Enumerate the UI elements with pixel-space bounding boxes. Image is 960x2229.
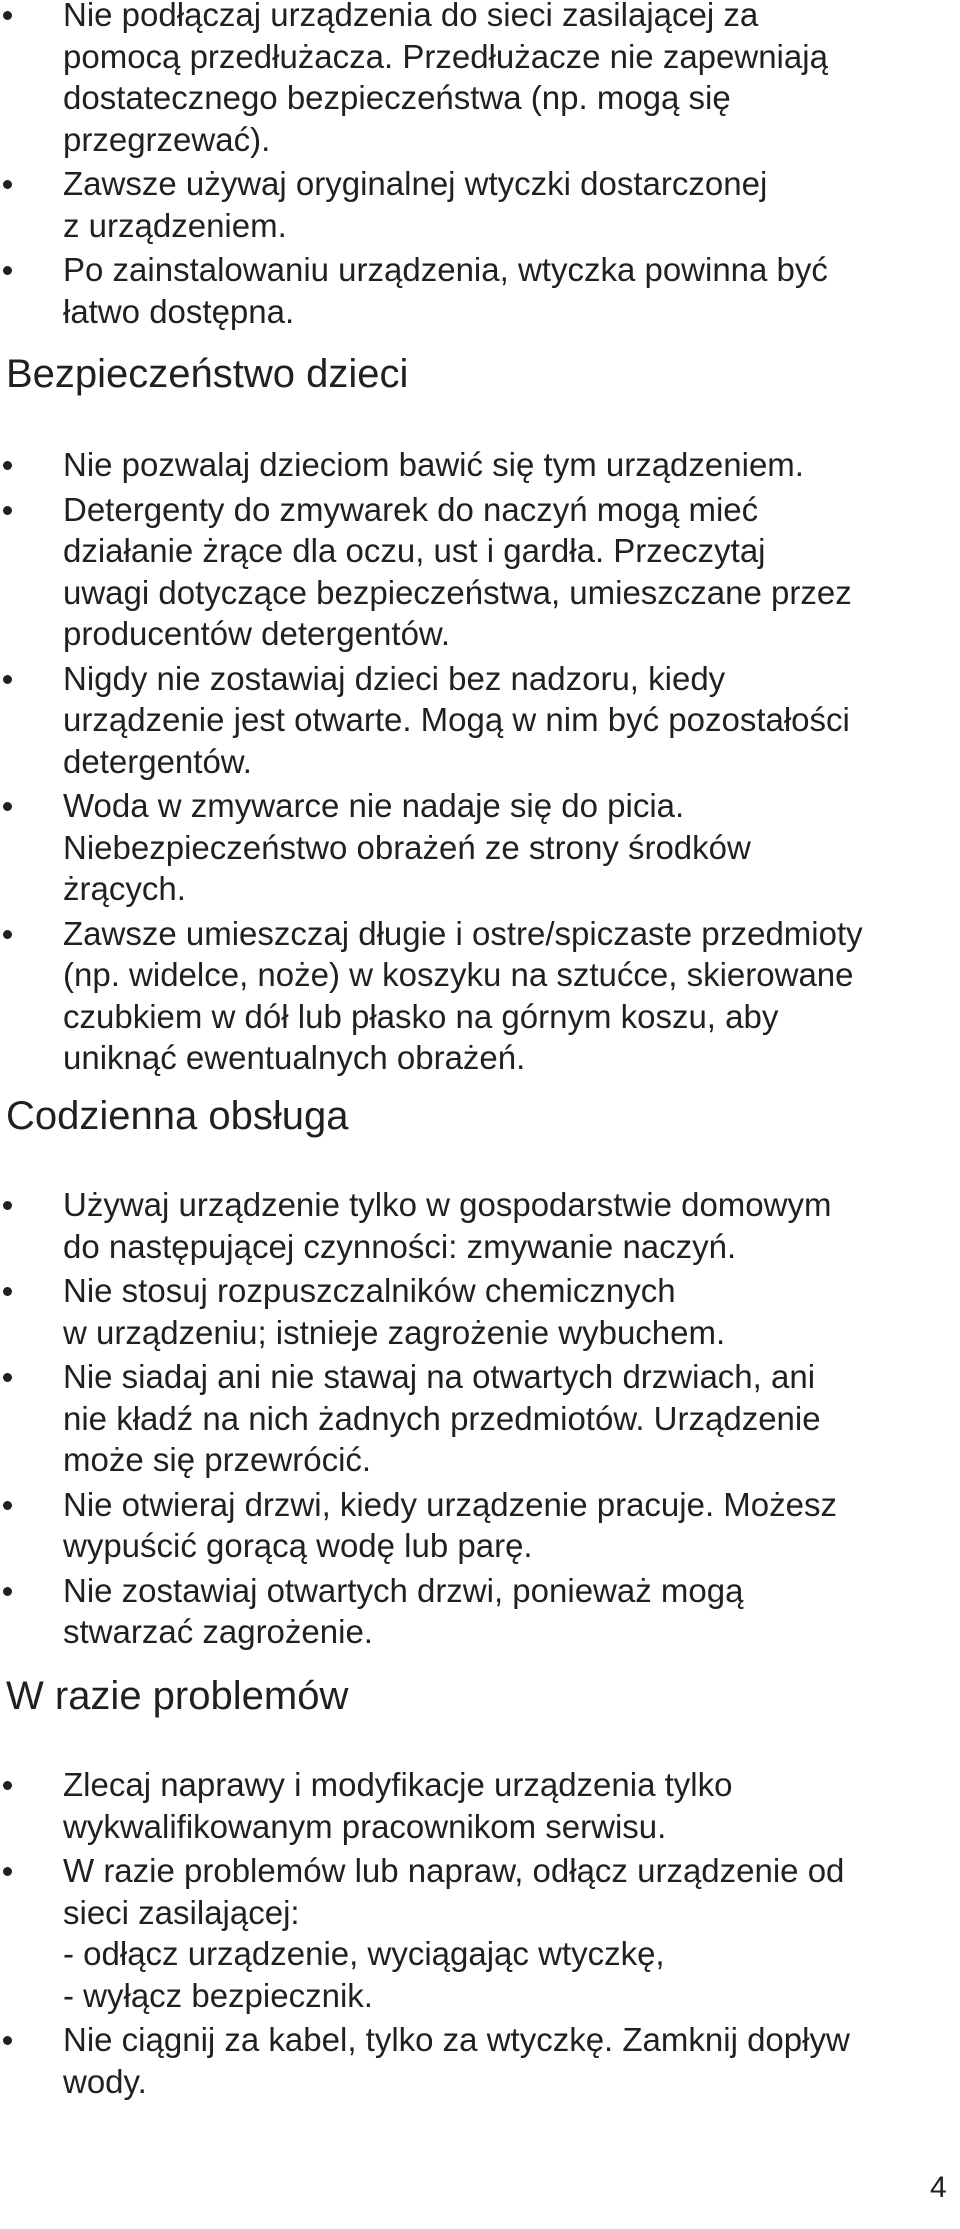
page-number: 4 <box>930 2171 947 2204</box>
list-item <box>0 1356 910 1481</box>
list-item <box>0 1570 910 1653</box>
bullet-icon <box>3 2036 12 2045</box>
section-heading: Codzienna obsługa <box>6 1094 349 1138</box>
list-item-line: Niebezpieczeństwo obrażeń ze strony środków <box>63 828 751 866</box>
bullet-icon <box>3 461 12 470</box>
list-item-line: uniknąć ewentualnych obrażeń. <box>63 1039 526 1076</box>
list-item-line: czubkiem w dół lub płasko na górnym koszu, aby <box>63 997 779 1035</box>
list-item-line: w urządzeniu; istnieje zagrożenie wybuchem. <box>63 1313 726 1351</box>
list-item <box>0 1270 910 1353</box>
list-item-line: Zawsze używaj oryginalnej wtyczki dostarczonej <box>63 165 768 202</box>
list-item-line: Detergenty do zmywarek do naczyń mogą mieć <box>63 490 759 528</box>
list-item-line: Nie otwieraj drzwi, kiedy urządzenie pracuje. Możesz <box>63 1485 837 1523</box>
list-item-line: może się przewrócić. <box>63 1441 372 1478</box>
list-item-line: Nie stosuj rozpuszczalników chemicznych <box>63 1272 676 1309</box>
list-item-line: nie kładź na nich żadnych przedmiotów. Urządzenie <box>63 1399 821 1437</box>
bullet-icon <box>3 1781 12 1790</box>
list-item-line: łatwo dostępna. <box>63 292 295 330</box>
list-item-line: działanie żrące dla oczu, ust i gardła. Przeczytaj <box>63 532 766 569</box>
list-item <box>0 489 910 655</box>
list-item-line: wypuścić gorącą wodę lub parę. <box>63 1527 533 1564</box>
list-item-line: dostatecznego bezpieczeństwa (np. mogą się <box>63 79 731 116</box>
list-item-line: Nie zostawiaj otwartych drzwi, ponieważ mogą <box>63 1571 744 1609</box>
list-item <box>0 163 910 246</box>
list-item-line: do następującej czynności: zmywanie naczyń. <box>63 1227 737 1265</box>
list-item-line: wody. <box>63 2062 147 2100</box>
bullet-icon <box>3 675 12 684</box>
bullet-icon <box>3 1287 12 1296</box>
list-item <box>0 2019 910 2102</box>
list-item-line: stwarzać zagrożenie. <box>63 1613 373 1650</box>
bullet-icon <box>3 266 12 275</box>
list-item-line: uwagi dotyczące bezpieczeństwa, umieszczane przez <box>63 573 852 611</box>
power-safety-section <box>0 0 910 332</box>
list-item <box>0 0 910 160</box>
list-item <box>0 913 910 1079</box>
list-item-line: przegrzewać). <box>63 120 271 158</box>
list-item-line: Nie pozwalaj dzieciom bawić się tym urządzeniem. <box>63 446 804 483</box>
list-item <box>0 658 910 783</box>
list-item-line: Woda w zmywarce nie nadaje się do picia. <box>63 787 685 824</box>
list-item <box>0 1764 910 1847</box>
list-item-line: - wyłącz bezpiecznik. <box>63 1976 373 2014</box>
bullet-icon <box>3 180 12 189</box>
list-item-line: Nigdy nie zostawiaj dzieci bez nadzoru, kiedy <box>63 659 726 697</box>
list-item-line: producentów detergentów. <box>63 615 451 652</box>
list-item-line: Używaj urządzenie tylko w gospodarstwie domowym <box>63 1186 832 1223</box>
section-heading: Bezpieczeństwo dzieci <box>6 352 409 396</box>
bullet-icon <box>3 1501 12 1510</box>
bullet-icon <box>3 1201 12 1210</box>
bullet-icon <box>3 506 12 515</box>
list-item-line: Zlecaj naprawy i modyfikacje urządzenia tylko <box>63 1766 733 1803</box>
bullet-list <box>0 0 910 332</box>
list-item-line: żrących. <box>63 870 186 907</box>
list-item-line: Nie podłączaj urządzenia do sieci zasilającej za <box>63 0 759 33</box>
list-item <box>0 1484 910 1567</box>
list-item-line: - odłącz urządzenie, wyciągając wtyczkę, <box>63 1935 665 1972</box>
list-item-line: wykwalifikowanym pracownikom serwisu. <box>63 1807 667 1845</box>
list-item <box>0 249 910 332</box>
list-item-line: Nie ciągnij za kabel, tylko za wtyczkę. Zamknij dopływ <box>63 2021 850 2058</box>
list-item <box>0 444 910 486</box>
list-item-line: Zawsze umieszczaj długie i ostre/spiczaste przedmioty <box>63 914 863 952</box>
bullet-icon <box>3 1373 12 1382</box>
section-heading: W razie problemów <box>6 1674 349 1718</box>
list-item-line: urządzenie jest otwarte. Mogą w nim być pozostałości <box>63 701 850 738</box>
bullet-list <box>0 444 910 1079</box>
bullet-icon <box>3 802 12 811</box>
problems-section <box>0 1672 910 2102</box>
list-item <box>0 1184 910 1267</box>
bullet-list <box>0 1764 910 2102</box>
bullet-list <box>0 1184 910 1653</box>
list-item <box>0 785 910 910</box>
list-item <box>0 1850 910 2016</box>
bullet-icon <box>3 930 12 939</box>
bullet-icon <box>3 11 12 20</box>
child-safety-section <box>0 350 910 1079</box>
list-item-line: Nie siadaj ani nie stawaj na otwartych drzwiach, ani <box>63 1358 816 1395</box>
list-item-line: pomocą przedłużacza. Przedłużacze nie zapewniają <box>63 37 828 75</box>
list-item-line: W razie problemów lub napraw, odłącz urządzenie od <box>63 1852 845 1889</box>
bullet-icon <box>3 1867 12 1876</box>
list-item-line: Po zainstalowaniu urządzenia, wtyczka powinna być <box>63 251 828 288</box>
list-item-line: (np. widelce, noże) w koszyku na sztućce, skierowane <box>63 956 854 993</box>
bullet-icon <box>3 1587 12 1596</box>
list-item-line: detergentów. <box>63 742 252 780</box>
list-item-line: sieci zasilającej: <box>63 1893 300 1931</box>
daily-use-section <box>0 1092 910 1653</box>
list-item-line: z urządzeniem. <box>63 206 287 244</box>
